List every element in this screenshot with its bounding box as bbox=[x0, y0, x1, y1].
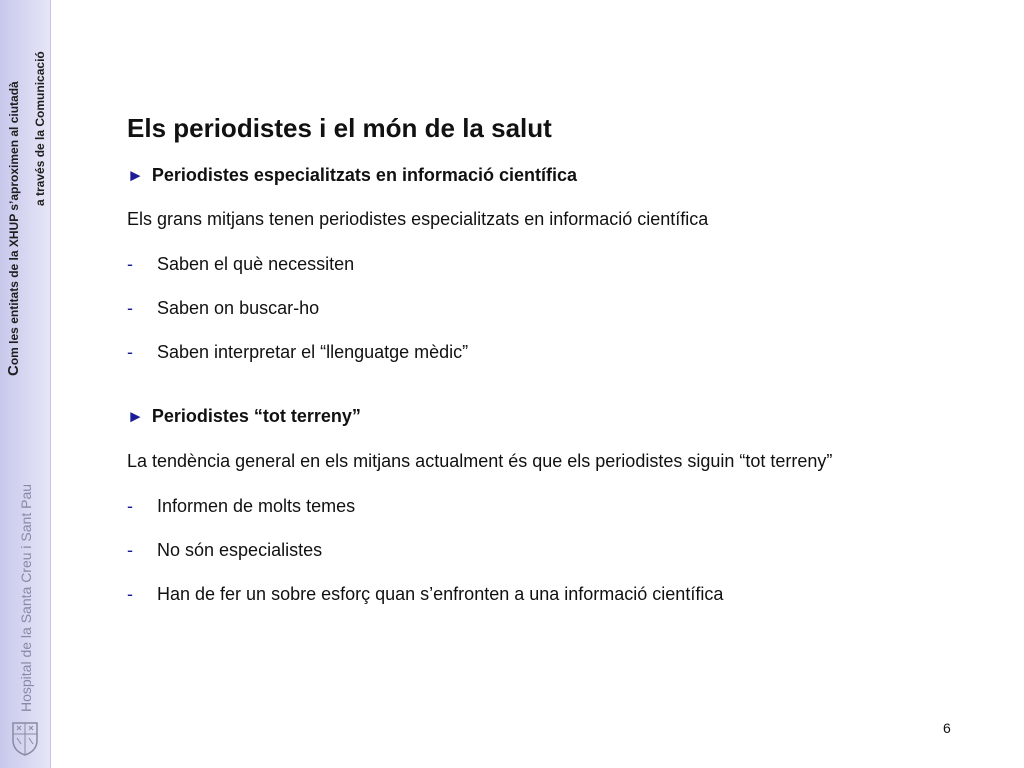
list-item: - Saben on buscar-ho bbox=[127, 298, 320, 318]
arrow-bullet-icon: ► bbox=[127, 166, 144, 185]
hospital-name: Hospital de la Santa Creu i Sant Pau bbox=[18, 483, 34, 712]
section-heading: ► Periodistes especialitzats en informació científica bbox=[127, 165, 577, 185]
list-item: - Saben interpretar el “llenguatge mèdic” bbox=[127, 342, 469, 362]
section-heading: ► Periodistes “tot terreny” bbox=[127, 406, 361, 426]
organization-text-line1: Com les entitats de la XHUP s’aproximen al ciutadà bbox=[5, 81, 22, 376]
sidebar bbox=[0, 0, 51, 768]
hospital-emblem-icon bbox=[11, 720, 39, 756]
organization-text-line2: a través de la Comunicació bbox=[33, 51, 47, 206]
section-intro: Els grans mitjans tenen periodistes especialitzats en informació científica bbox=[127, 209, 709, 229]
slide-title: Els periodistes i el món de la salut bbox=[127, 113, 552, 143]
list-item: - Informen de molts temes bbox=[127, 496, 356, 516]
list-item: - Han de fer un sobre esforç quan s’enfronten a una informació científica bbox=[127, 584, 724, 604]
list-item: - Saben el què necessiten bbox=[127, 254, 355, 274]
section-intro: La tendència general en els mitjans actualment és que els periodistes siguin “tot terreny” bbox=[127, 451, 833, 471]
page-number: 6 bbox=[943, 720, 951, 736]
arrow-bullet-icon: ► bbox=[127, 407, 144, 426]
list-item: - No són especialistes bbox=[127, 540, 323, 560]
